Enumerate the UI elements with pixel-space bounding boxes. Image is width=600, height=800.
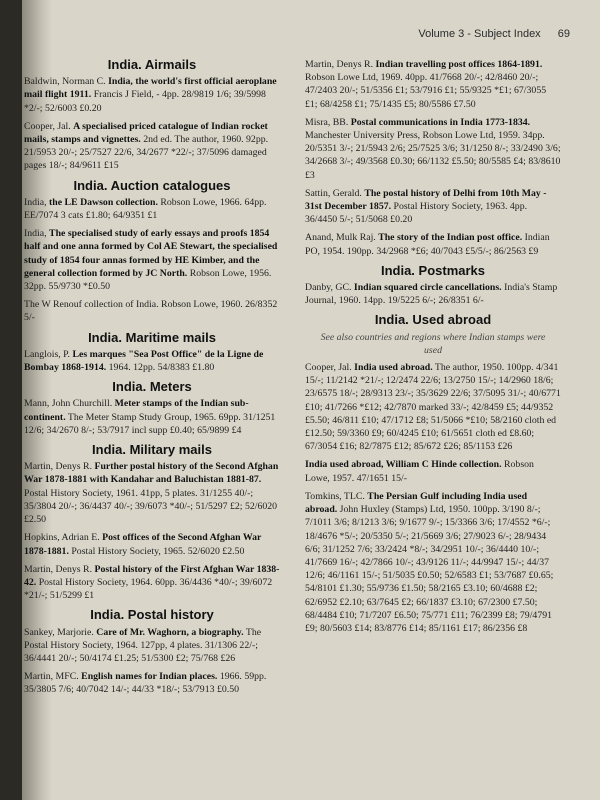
bibliography-entry <box>24 298 280 324</box>
entry-author: Anand, Mulk Raj. <box>305 232 376 244</box>
bibliography-entry <box>305 490 561 635</box>
section-heading: India. Airmails <box>107 57 197 72</box>
entry-sale-records: 34/2968 *£6; 40/7043 £5/5/-; 86/2563 £9 <box>376 245 539 257</box>
entry-author: Martin, Denys R. <box>24 563 93 575</box>
entry-sale-records: 31/1306 22/-; 36/4441 20/-; 50/4174 £1.25; 51/5300 £2; 75/768 £26 <box>24 639 258 664</box>
entry-title: Postal communications in India 1773-1834. <box>350 116 531 128</box>
bibliography-entry <box>24 196 280 222</box>
entry-title: The specialised study of early essays and proofs 1854 half and one anna formed by Col AE Stewart, the specialised study of 1854 four annas formed by HE Kimber, and the general collection formed by JC North. <box>24 228 278 279</box>
entry-imprint: The author, 1950. 100pp. <box>434 362 534 374</box>
entry-sale-records: 26/8352 5/- <box>24 299 278 324</box>
entry-sale-records: 28/9819 1/6; 39/5998 *2/-; 52/6003 £0.20 <box>24 89 266 114</box>
entry-sale-records: 54/8383 £1.80 <box>157 362 215 374</box>
entry-title: Postal history of the First Afghan War 1838-42. <box>24 563 280 588</box>
entry-title: Further postal history of the Second Afghan War 1878-1881 with Kandahar and Baluchistan 1881-87. <box>24 461 279 486</box>
entry-imprint: Robson Lowe Ltd, 1969. 40pp. <box>305 72 428 84</box>
entry-title: Indian travelling post offices 1864-1891. <box>375 59 543 70</box>
section-heading: India. Postal history <box>90 607 214 623</box>
entry-sale-records: 4/341 15/-; 11/2142 *21/-; 12/2474 22/6; 13/2750 15/-; 14/2960 18/6; 23/6575 18/-; 28/9313 23/-; 35/3629 22/6; 37/5095 31/-; 40/6771 £10; 41/7266 *£12; 42/7870 marked 33/-; 42/8459 £5; 44/9352 £5.50; 46/811 £10; 47/1712 £8; 51/5066 *£10; 58/2160 cloth ed £12.50; 59/3360 £9; 60/4245 £10; 61/5651 cloth ed £8.60; 67/3054 £16; 82/7875 £12; 85/672 £26; 85/1153 £26 <box>305 362 561 453</box>
section-heading: India. Military mails <box>92 442 212 458</box>
bibliography-entry <box>305 187 561 227</box>
entry-author: Sattin, Gerald. <box>305 187 362 199</box>
entry-imprint: Postal History Society, 1964. 60pp. <box>38 576 178 588</box>
entry-imprint: Robson Lowe, 1960. <box>161 299 243 311</box>
bibliography-entry <box>24 626 280 666</box>
entry-sale-records: 55/9730 *£0.50 <box>48 281 111 293</box>
entry-sale-records: 35/3805 7/6; 40/7042 14/-; 44/33 *18/-; 53/7913 £0.50 <box>24 684 239 696</box>
entry-imprint: Robson Lowe, 1957. <box>305 459 534 484</box>
entry-author: Cooper, Jal. <box>24 120 71 132</box>
bibliography-entry <box>24 670 280 696</box>
entry-sale-records: 36/4450 5/-; 51/5068 £0.20 <box>305 214 413 226</box>
index-section-india-maritime-mails <box>24 331 280 375</box>
running-head-title: Volume 3 - Subject Index <box>418 28 541 40</box>
entry-imprint: 1964. 12pp. <box>108 362 156 374</box>
left-column <box>24 58 280 702</box>
entry-author: Hopkins, Adrian E. <box>24 532 100 544</box>
entry-sale-records: 31/1251 12/6; 34/2670 8/-; 53/7917 incl supp £0.40; 65/9899 £4 <box>24 411 276 436</box>
entry-sale-records: 3/190 8/-; 7/1011 3/6; 8/1213 3/6; 9/1677 9/-; 15/3366 3/6; 17/4552 *6/-; 18/4676 *5/-; 20/5350 5/-; 21/5669 3/6; 27/9023 6/-; 28/9434 6/6; 31/1252 7/6; 33/2424 *8/-; 34/2951 10/-; 36/4440 10/-; 41/7669 16/-; 42/7866 10/-; 43/9126 11/-; 44/9947 15/-; 44/37 12/6; 46/1161 15/-; 51/5035 £0.50; 52/6583 £1; 53/7687 £0.65; 54/8101 £1.30; 55/9736 £1.50; 58/2165 £3.10; 60/4688 £2; 62/6952 £2.10; 63/7645 £2; 66/1837 £3.10; 67/2300 £7.50; 68/4484 £10; 71/7207 £6.50; 75/771 £11; 76/2399 £8; 79/4791 £9; 80/5603 £14; 83/8776 £14; 85/1161 £17; 86/2356 £8 <box>305 504 554 634</box>
entry-title: A specialised priced catalogue of Indian rocket mails, stamps and vignettes. <box>24 120 268 146</box>
section-heading: India. Auction catalogues <box>73 177 231 193</box>
entry-imprint: Postal History Society, 1963. 4pp. <box>393 201 528 213</box>
book-page <box>22 0 600 800</box>
entry-sale-records: 41/7668 20/-; 42/8460 20/-; 47/2403 20/-; 51/5356 £1; 53/7916 £1; 55/9325 *£1; 67/3055 £1; 68/4258 £1; 75/1435 £5; 80/5586 £7.50 <box>305 72 547 110</box>
section-heading: India. Meters <box>112 379 192 395</box>
bibliography-entry <box>24 531 280 557</box>
entry-sale-records: 20/5351 3/-; 21/5943 2/6; 25/7525 3/6; 31/1250 8/-; 33/2490 3/6; 34/2668 3/-; 49/3568 £0.30; 66/1132 £5.50; 80/5585 £4; 83/8610 £3 <box>305 143 561 181</box>
index-section-india-auction-catalogues <box>24 179 280 325</box>
bibliography-entry <box>24 397 280 437</box>
bibliography-entry <box>24 348 280 374</box>
entry-author: Baldwin, Norman C. <box>24 76 106 88</box>
entry-title: Indian squared circle cancellations. <box>353 282 502 294</box>
entry-title: The postal history of Delhi from 10th May - 31st December 1857. <box>305 187 547 213</box>
entry-imprint: Indian PO, 1954. 190pp. <box>305 232 550 257</box>
bibliography-entry <box>305 458 561 484</box>
index-section-india-used-abroad <box>305 313 561 635</box>
entry-imprint: 2nd ed. The author, 1960. 92pp. <box>143 134 269 146</box>
index-section-india-postmarks <box>305 264 561 308</box>
entry-author: Martin, MFC. <box>24 671 79 683</box>
entry-title: India used abroad, William C Hinde collection. <box>305 459 502 471</box>
entry-imprint: John Huxley (Stamps) Ltd, 1950. 100pp. <box>339 504 500 516</box>
index-section-india-postal-history <box>24 608 280 696</box>
entry-title: The story of the Indian post office. <box>378 232 523 244</box>
index-section-india-military-mails <box>24 443 280 602</box>
entry-author: Langlois, P. <box>24 348 70 360</box>
entry-author: Tomkins, TLC. <box>305 490 365 502</box>
entry-imprint: Manchester University Press, Robson Lowe Ltd, 1959. 34pp. <box>305 130 545 142</box>
entry-title: English names for Indian places. <box>81 671 218 683</box>
entry-sale-records: 21/5953 20/-; 25/7527 22/6, 34/2677 *22/-; 37/5096 damaged pages 18/-; 84/9611 £15 <box>24 147 267 172</box>
page-number: 69 <box>557 28 570 40</box>
entry-imprint: The Postal History Society, 1964. 127pp, 4 plates. <box>24 626 262 651</box>
entry-author: India, <box>24 196 47 208</box>
entry-imprint: Robson Lowe, 1966. 64pp. <box>160 196 267 208</box>
bibliography-entry <box>305 231 561 257</box>
entry-sale-records: 47/1651 15/- <box>356 472 408 484</box>
entry-title: Post offices of the Second Afghan War 1878-1881. <box>24 532 262 557</box>
entry-sale-records: 36/4436 *40/-; 39/6072 *21/-; 51/5299 £1 <box>24 576 273 602</box>
entry-imprint: India's Stamp Journal, 1960. 14pp. <box>305 282 558 307</box>
index-section-india-airmails <box>24 58 280 173</box>
right-column <box>305 58 561 640</box>
entry-imprint: Francis J Field, - 4pp. <box>93 89 180 101</box>
bibliography-entry <box>24 460 280 526</box>
bibliography-entry <box>24 120 280 173</box>
entry-sale-records: EE/7074 3 cats £1.80; 64/9351 £1 <box>24 210 158 222</box>
entry-imprint: Robson Lowe, 1956. 32pp. <box>24 267 272 293</box>
entry-sale-records: 19/5225 6/-; 26/8351 6/- <box>387 295 484 307</box>
section-heading: India. Maritime mails <box>88 329 216 345</box>
entry-title: the LE Dawson collection. <box>49 196 158 208</box>
bibliography-entry <box>305 281 561 307</box>
entry-author: Cooper, Jal. <box>305 362 352 374</box>
entry-title: Meter stamps of the Indian sub-continent. <box>24 398 249 423</box>
entry-imprint: 1966. 59pp. <box>219 671 267 683</box>
entry-sale-records: 31/1255 40/-; 35/3804 20/-; 36/4437 40/-; 39/6073 *40/-; 51/5297 £2; 52/6020 £2.50 <box>24 487 278 526</box>
bibliography-entry <box>305 58 561 111</box>
entry-title: India, the world's first official aeroplane mail flight 1911. <box>24 76 277 101</box>
entry-title: Care of Mr. Waghorn, a biography. <box>96 626 244 638</box>
running-head <box>418 28 570 40</box>
entry-title: India used abroad. <box>354 362 433 374</box>
entry-author: Mann, John Churchill. <box>24 398 113 410</box>
entry-sale-records: 52/6020 £2.50 <box>187 545 245 557</box>
bibliography-entry <box>24 75 280 115</box>
section-heading: India. Postmarks <box>380 262 486 278</box>
index-section-india-meters <box>24 380 280 437</box>
bibliography-entry <box>24 227 280 293</box>
entry-title: The Persian Gulf including India used abroad. <box>305 490 528 516</box>
entry-author: Misra, BB. <box>305 116 349 128</box>
bibliography-entry <box>305 361 561 453</box>
entry-author: The W Renouf collection of India. <box>24 299 159 311</box>
entry-title: Les marques "Sea Post Office" de la Ligne de Bombay 1868-1914. <box>24 348 264 374</box>
entry-imprint: Postal History Society, 1961. 41pp, 5 plates. <box>24 487 198 499</box>
entry-author: India, <box>24 228 47 240</box>
bibliography-entry <box>305 116 561 182</box>
entry-author: Danby, GC. <box>305 282 352 294</box>
entry-author: Sankey, Marjorie. <box>24 626 94 638</box>
index-section-continued <box>305 58 561 258</box>
entry-author: Martin, Denys R. <box>305 59 374 70</box>
entry-author: Martin, Denys R. <box>24 461 93 473</box>
entry-imprint: The Meter Stamp Study Group, 1965. 69pp. <box>67 411 241 423</box>
section-heading: India. Used abroad <box>374 312 492 328</box>
see-also-note: See also countries and regions where Indian stamps were used <box>320 331 546 356</box>
bibliography-entry <box>24 563 280 603</box>
entry-imprint: Postal History Society, 1965. <box>71 545 186 557</box>
